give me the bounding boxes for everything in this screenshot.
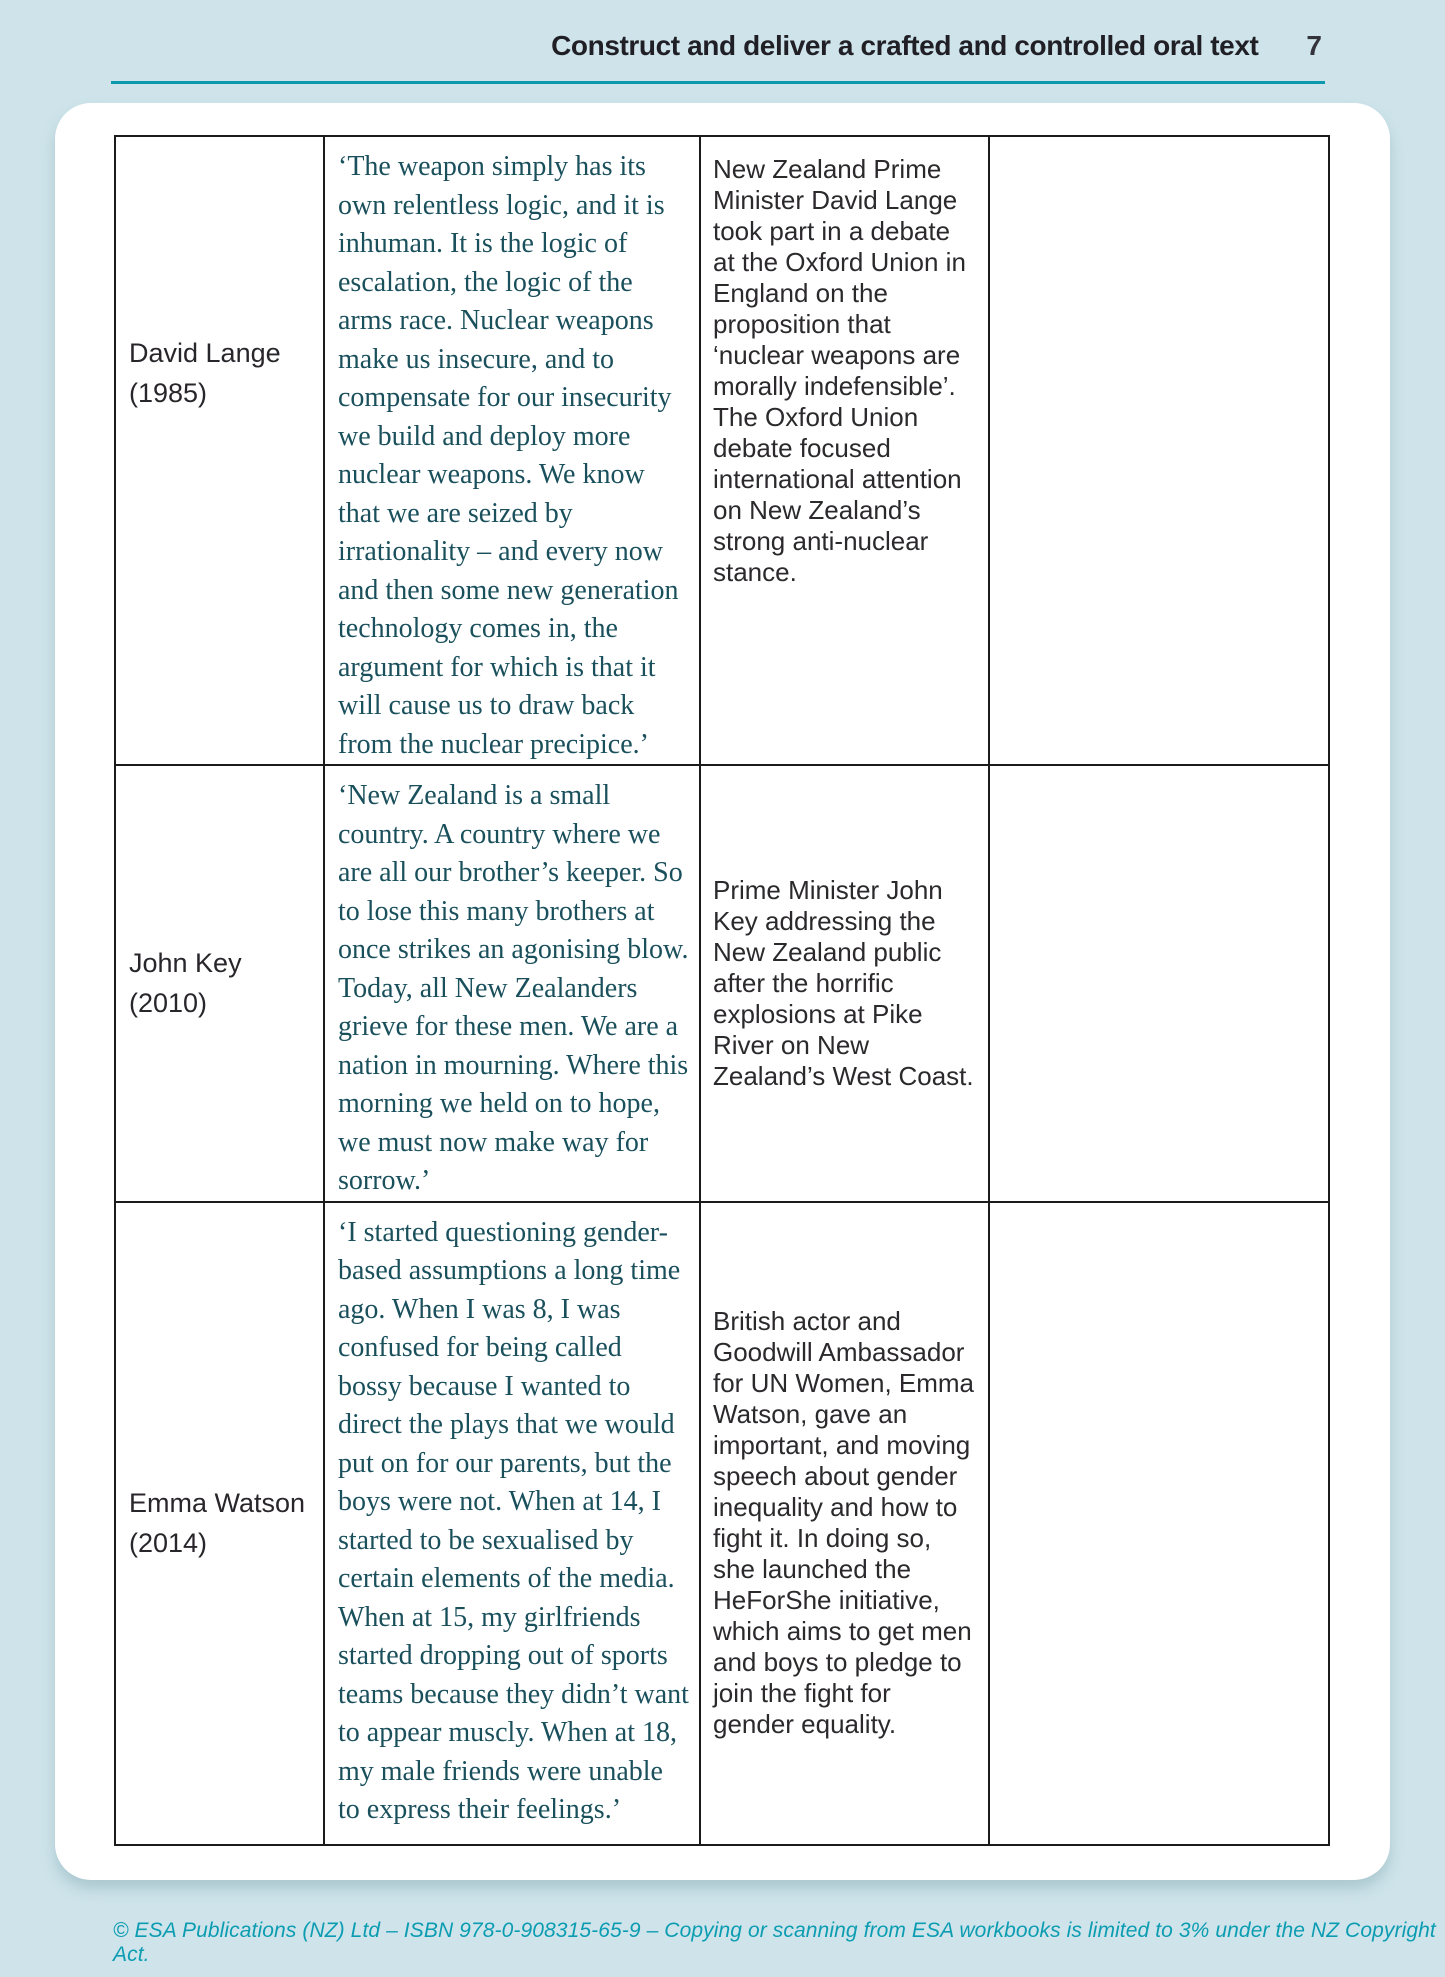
page-header xyxy=(551,30,1322,62)
notes-cell-empty xyxy=(989,136,1329,765)
context-cell xyxy=(700,1202,989,1845)
quote-text: ‘I started questioning gender-based assumptions a long time ago. When I was 8, I was confused for being called bossy because I wanted to direct the plays that we would put on for our parents, but the boys were not. When at 14, I started to be sexualised by certain elements of the media. When at 15, my girlfriends started dropping out of sports teams because they didn’t want to appear muscly. When at 18, my male friends were unable to express their feelings.’ xyxy=(338,1216,689,1825)
speaker-name: John Key xyxy=(129,948,242,979)
page-title: Construct and deliver a crafted and controlled oral text xyxy=(551,30,1259,61)
speaker-year: (2010) xyxy=(129,988,208,1019)
speaker-year: (1985) xyxy=(129,378,208,408)
context-text: Prime Minister John Key addressing the New Zealand public after the horrific explosions at Pike River on New Zealand’s West Coast. xyxy=(713,874,974,1091)
quote-cell xyxy=(324,136,700,765)
speaker-name: Emma Watson xyxy=(129,1488,306,1518)
context-text: New Zealand Prime Minister David Lange took part in a debate at the Oxford Union in England on the proposition that ‘nuclear weapons are morally indefensible’. The Oxford Union debate focused international attention on New Zealand’s strong anti-nuclear stance. xyxy=(713,153,966,587)
speaker-cell xyxy=(115,765,324,1202)
quote-text: ‘New Zealand is a small country. A country where we are all our brother’s keeper. So to lose this many brothers at once strikes an agonising blow. Today, all New Zealanders grieve for these men. We are a nation in mourning. Where this morning we held on to hope, we must now make way for sorrow.’ xyxy=(338,780,689,1196)
header-rule-divider xyxy=(111,81,1325,84)
quotes-table xyxy=(114,135,1330,1846)
table-row xyxy=(115,136,1329,765)
content-card xyxy=(55,103,1390,1880)
speaker-cell xyxy=(115,136,324,765)
quote-cell xyxy=(324,1202,700,1845)
speaker-year: (2014) xyxy=(129,1528,208,1558)
footer-copyright: © ESA Publications (NZ) Ltd – ISBN 978-0-908315-65-9 – Copying or scanning from ESA workbooks is limited to 3% under the NZ Copyright Act. xyxy=(113,1919,1436,1966)
notes-cell-empty xyxy=(989,765,1329,1202)
speaker-name: David Lange xyxy=(129,338,281,368)
context-text: British actor and Goodwill Ambassador for UN Women, Emma Watson, gave an important, and moving speech about gender inequality and how to fight it. In doing so, she launched the HeForShe initiative, which aims to get men and boys to pledge to join the fight for gender equality. xyxy=(713,1306,975,1739)
notes-cell-empty xyxy=(989,1202,1329,1845)
table-row xyxy=(115,765,1329,1202)
page-number: 7 xyxy=(1306,30,1322,61)
speaker-cell xyxy=(115,1202,324,1845)
quote-cell xyxy=(324,765,700,1202)
context-cell xyxy=(700,765,989,1202)
table-row xyxy=(115,1202,1329,1845)
context-cell xyxy=(700,136,989,765)
quote-text: ‘The weapon simply has its own relentless logic, and it is inhuman. It is the logic of escalation, the logic of the arms race. Nuclear weapons make us insecure, and to compensate for our insecurity we build and deploy more nuclear weapons. We know that we are seized by irrationality – and every now and then some new generation technology comes in, the argument for which is that it will cause us to draw back from the nuclear precipice.’ xyxy=(338,151,679,760)
